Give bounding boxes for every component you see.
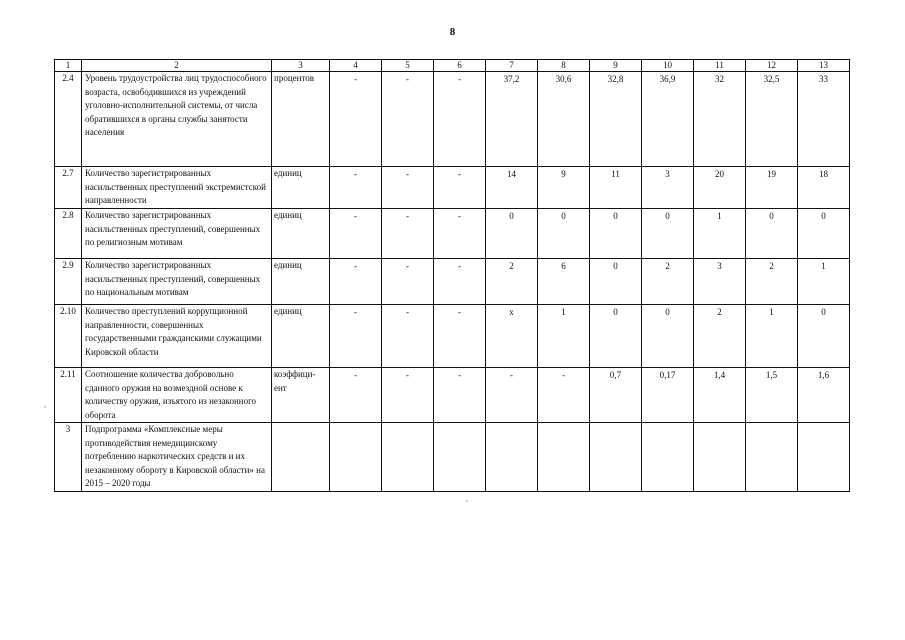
value-cell: 3 [642, 167, 694, 209]
value-cell: 37,2 [486, 72, 538, 167]
unit: единиц [272, 259, 330, 305]
column-header: 2 [82, 60, 272, 72]
indicator-name: Количество преступлений коррупционной направленности, совершенных государственными гражданскими служащими Кировской области [82, 305, 272, 368]
value-cell: 9 [538, 167, 590, 209]
value-cell: - [382, 167, 434, 209]
unit: процентов [272, 72, 330, 167]
value-cell: 32,5 [746, 72, 798, 167]
column-header: 13 [798, 60, 850, 72]
unit: единиц [272, 305, 330, 368]
column-header: 12 [746, 60, 798, 72]
value-cell: 0 [798, 305, 850, 368]
value-cell: 2 [642, 259, 694, 305]
value-cell: 3 [694, 259, 746, 305]
value-cell: 30,6 [538, 72, 590, 167]
value-cell: - [434, 72, 486, 167]
value-cell: 1,6 [798, 368, 850, 423]
value-cell: 1 [746, 305, 798, 368]
value-cell: 0 [590, 259, 642, 305]
value-cell: 0 [538, 209, 590, 259]
value-cell: - [330, 209, 382, 259]
value-cell: 0 [746, 209, 798, 259]
value-cell: 32,8 [590, 72, 642, 167]
value-cell: - [434, 209, 486, 259]
row-number: 2.4 [55, 72, 82, 167]
indicator-name: Количество зарегистрированных насильственных преступлений экстремистской направленности [82, 167, 272, 209]
value-cell: 6 [538, 259, 590, 305]
value-cell [798, 423, 850, 492]
value-cell [538, 423, 590, 492]
table-row [55, 368, 850, 423]
value-cell: 0 [642, 209, 694, 259]
row-number: 2.7 [55, 167, 82, 209]
page-number: 8 [449, 26, 456, 38]
value-cell: 2 [694, 305, 746, 368]
indicator-name: Количество зарегистрированных насильственных преступлений, совершенных по религиозным мотивам [82, 209, 272, 259]
unit: единиц [272, 209, 330, 259]
value-cell: 0 [798, 209, 850, 259]
value-cell: 0 [590, 209, 642, 259]
row-number: 2.9 [55, 259, 82, 305]
value-cell: - [434, 368, 486, 423]
value-cell: - [382, 368, 434, 423]
indicators-table [54, 59, 850, 492]
column-header: 8 [538, 60, 590, 72]
unit [272, 423, 330, 492]
value-cell: - [382, 209, 434, 259]
value-cell: 0,17 [642, 368, 694, 423]
table-row [55, 305, 850, 368]
value-cell [590, 423, 642, 492]
value-cell: 0,7 [590, 368, 642, 423]
value-cell: 32 [694, 72, 746, 167]
value-cell [642, 423, 694, 492]
value-cell: 20 [694, 167, 746, 209]
value-cell: - [330, 72, 382, 167]
value-cell: 11 [590, 167, 642, 209]
indicator-name: Уровень трудоустройства лиц трудоспособного возраста, освободившихся из учреждений уголовно-исполнительной системы, от числа обратившихся в органы службы занятости населения [82, 72, 272, 167]
value-cell [382, 423, 434, 492]
row-number: 2.10 [55, 305, 82, 368]
value-cell: - [538, 368, 590, 423]
column-header: 6 [434, 60, 486, 72]
value-cell: 0 [486, 209, 538, 259]
value-cell [486, 423, 538, 492]
row-number: 3 [55, 423, 82, 492]
scan-speck [466, 500, 468, 502]
column-number-row [55, 60, 850, 72]
value-cell: 0 [642, 305, 694, 368]
value-cell: 2 [746, 259, 798, 305]
value-cell [746, 423, 798, 492]
column-header: 7 [486, 60, 538, 72]
value-cell: 1 [694, 209, 746, 259]
value-cell: - [382, 259, 434, 305]
value-cell: - [330, 368, 382, 423]
value-cell: 2 [486, 259, 538, 305]
value-cell: 36,9 [642, 72, 694, 167]
value-cell: 33 [798, 72, 850, 167]
value-cell: 1 [538, 305, 590, 368]
unit: единиц [272, 167, 330, 209]
value-cell: 18 [798, 167, 850, 209]
table-row [55, 209, 850, 259]
value-cell: - [486, 368, 538, 423]
value-cell [330, 423, 382, 492]
value-cell: 0 [590, 305, 642, 368]
indicator-name: Соотношение количества добровольно сданного оружия на возмездной основе к количеству оружия, изъятого из незаконного оборота [82, 368, 272, 423]
value-cell: x [486, 305, 538, 368]
value-cell: - [330, 259, 382, 305]
indicator-name: Количество зарегистрированных насильственных преступлений, совершенных по национальным мотивам [82, 259, 272, 305]
column-header: 5 [382, 60, 434, 72]
row-number: 2.8 [55, 209, 82, 259]
value-cell: - [330, 167, 382, 209]
column-header: 9 [590, 60, 642, 72]
value-cell: 19 [746, 167, 798, 209]
column-header: 4 [330, 60, 382, 72]
value-cell: 1 [798, 259, 850, 305]
table-row [55, 72, 850, 167]
row-number: 2.11 [55, 368, 82, 423]
table-row [55, 259, 850, 305]
table-row [55, 167, 850, 209]
column-header: 3 [272, 60, 330, 72]
value-cell: - [434, 167, 486, 209]
value-cell: - [434, 305, 486, 368]
value-cell: 1,5 [746, 368, 798, 423]
table-row [55, 423, 850, 492]
value-cell: 1,4 [694, 368, 746, 423]
value-cell [434, 423, 486, 492]
column-header: 1 [55, 60, 82, 72]
value-cell: 14 [486, 167, 538, 209]
value-cell [694, 423, 746, 492]
value-cell: - [382, 305, 434, 368]
value-cell: - [434, 259, 486, 305]
column-header: 11 [694, 60, 746, 72]
value-cell: - [330, 305, 382, 368]
value-cell: - [382, 72, 434, 167]
column-header: 10 [642, 60, 694, 72]
indicator-name: Подпрограмма «Комплексные меры противодействия немедицинскому потреблению наркотических средств и их незаконному обороту в Кировской области» на 2015 – 2020 годы [82, 423, 272, 492]
scan-speck [44, 406, 46, 408]
unit: коэффици-ент [272, 368, 330, 423]
